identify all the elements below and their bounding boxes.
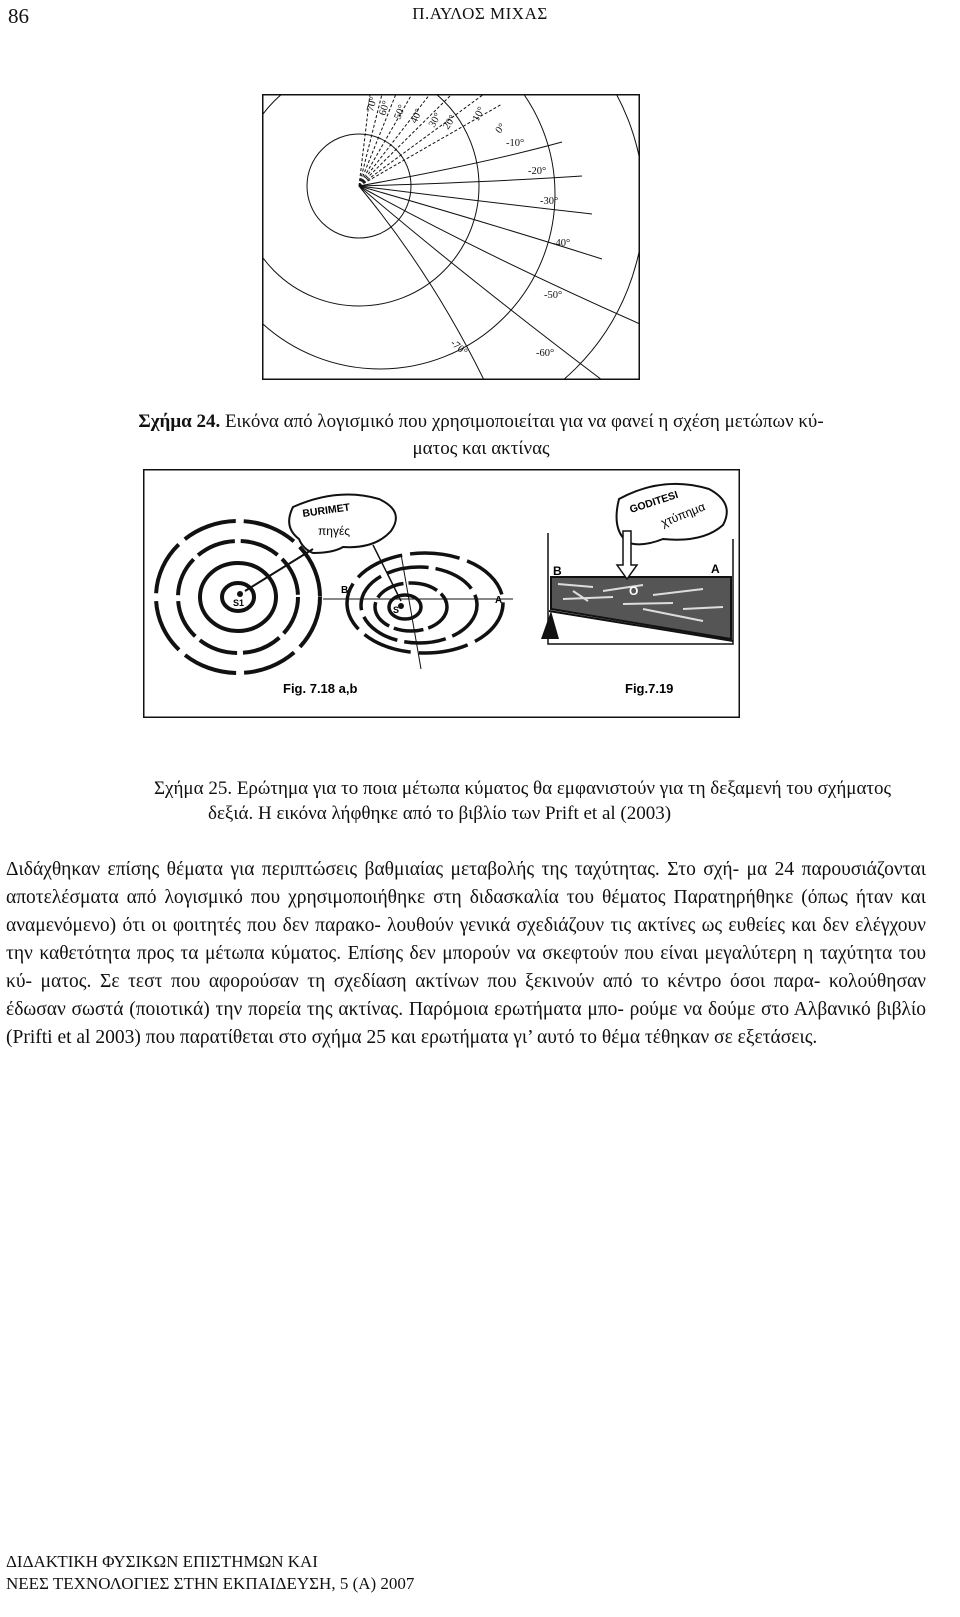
label-40: 40° [408, 107, 426, 126]
figure-24-caption-text: Εικόνα από λογισμικό που χρησιμοποιείται για να φανεί η σχέση μετώπων κύ- [220, 411, 824, 432]
body-paragraph: Διδάχθηκαν επίσης θέματα για περιπτώσεις βαθμιαίας μεταβολής της ταχύτητας. Στο σχή- μα 24 παρουσιάζονται αποτελέσματα από λογισμικό που χρησιμοποιήθηκε στη διδασκαλία του θέματος Παρατηρήθηκε (όπως ήταν και αναμενόμενο) ότι οι φοιτητές που δεν παρακο- λουθούν γενικά σχεδιάζουν τις ακτίνες ως ευθείες και δεν ελέγχουν την καθετότητα προς τα μέτωπα κύματος. Επίσης δεν μπορούν να σκεφτούν που είναι μεγαλύτερη η ταχύτητα του κύ- ματος. Σε τεστ που αφορούσαν τη σχεδίαση ακτίνων που ξεκινούν από το κέντρο όσοι παρα- κολούθησαν έδωσαν σωστά (ποιοτικά) την πορεία της ακτίνας. Παρόμοια ερωτήματα μπο- ρούμε να δούμε στο Αλβανικό βιβλίο (Prifti et al 2003) που παρατίθεται στο σχήμα 25 και ερωτήματα γι’ αυτό το θέμα τέθηκαν σε εξετάσεις. [6, 859, 926, 1048]
label-60: 60° [377, 99, 393, 117]
label-s: S [393, 605, 400, 615]
figure-25-caption-line-1: Σχήμα 25. Ερώτημα για το ποια μέτωπα κύματος θα εμφανιστούν για τη δεξαμενή του σχήματος [154, 778, 892, 799]
label-70: 70° [365, 95, 380, 113]
figure-24-wavefront-diagram [262, 94, 640, 380]
label-50: 50° [392, 103, 409, 122]
label-minus60: -60° [536, 348, 555, 359]
label-a-middle: A [495, 595, 503, 606]
label-b-tank: B [553, 564, 562, 578]
source-dot-s1 [237, 591, 243, 597]
figure-24-caption [38, 408, 924, 462]
footer-line-2: ΝΕΕΣ ΤΕΧΝΟΛΟΓΙΕΣ ΣΤΗΝ ΕΚΠΑΙΔΕΥΣΗ, 5 (Α) 2007 [6, 1574, 415, 1593]
figure-25-ripple-tank-drawing [143, 469, 740, 718]
label-b-middle: B [341, 585, 349, 596]
label-20: 20° [441, 113, 459, 132]
page-number: 86 [8, 4, 29, 28]
label-o-tank: O [629, 584, 639, 598]
label-a-tank: A [711, 562, 720, 576]
label-minus30: -30° [540, 196, 559, 207]
label-minus40: -40° [552, 238, 571, 249]
bubble-right-text: GODITESI [628, 488, 680, 516]
footer [6, 1551, 414, 1595]
label-10: 10° [470, 105, 488, 124]
fig-label-left: Fig. 7.18 a,b [283, 681, 358, 696]
label-30: 30° [427, 111, 444, 130]
figure-24-caption-text-2: ματος και ακτίνας [412, 438, 550, 459]
figure-25-caption [154, 776, 934, 826]
figure-25-caption-line-2: δεξιά. Η εικόνα λήφθηκε από το βιβλίο των Prift et al (2003) [208, 803, 672, 824]
label-0: 0° [493, 121, 509, 136]
label-minus70: -70° [448, 337, 470, 358]
bubble-right-text-2: χτύπημα [658, 499, 708, 530]
label-s1: S1 [233, 598, 245, 608]
label-minus10: -10° [506, 138, 525, 149]
bubble-left-text-2: πηγές [318, 524, 351, 538]
fig-label-right: Fig.7.19 [625, 681, 674, 696]
label-minus50: -50° [544, 290, 563, 301]
label-minus20: -20° [528, 166, 547, 177]
body-text [6, 856, 926, 1052]
running-header: Π.ΑΥΛΟΣ ΜΙΧΑΣ [412, 4, 548, 23]
bubble-left-text: BURIMET [301, 501, 351, 520]
footer-line-1: ΔΙΔΑΚΤΙΚΗ ΦΥΣΙΚΩΝ ΕΠΙΣΤΗΜΩΝ ΚΑΙ [6, 1552, 318, 1571]
figure-24-caption-label: Σχήμα 24. [138, 411, 221, 432]
